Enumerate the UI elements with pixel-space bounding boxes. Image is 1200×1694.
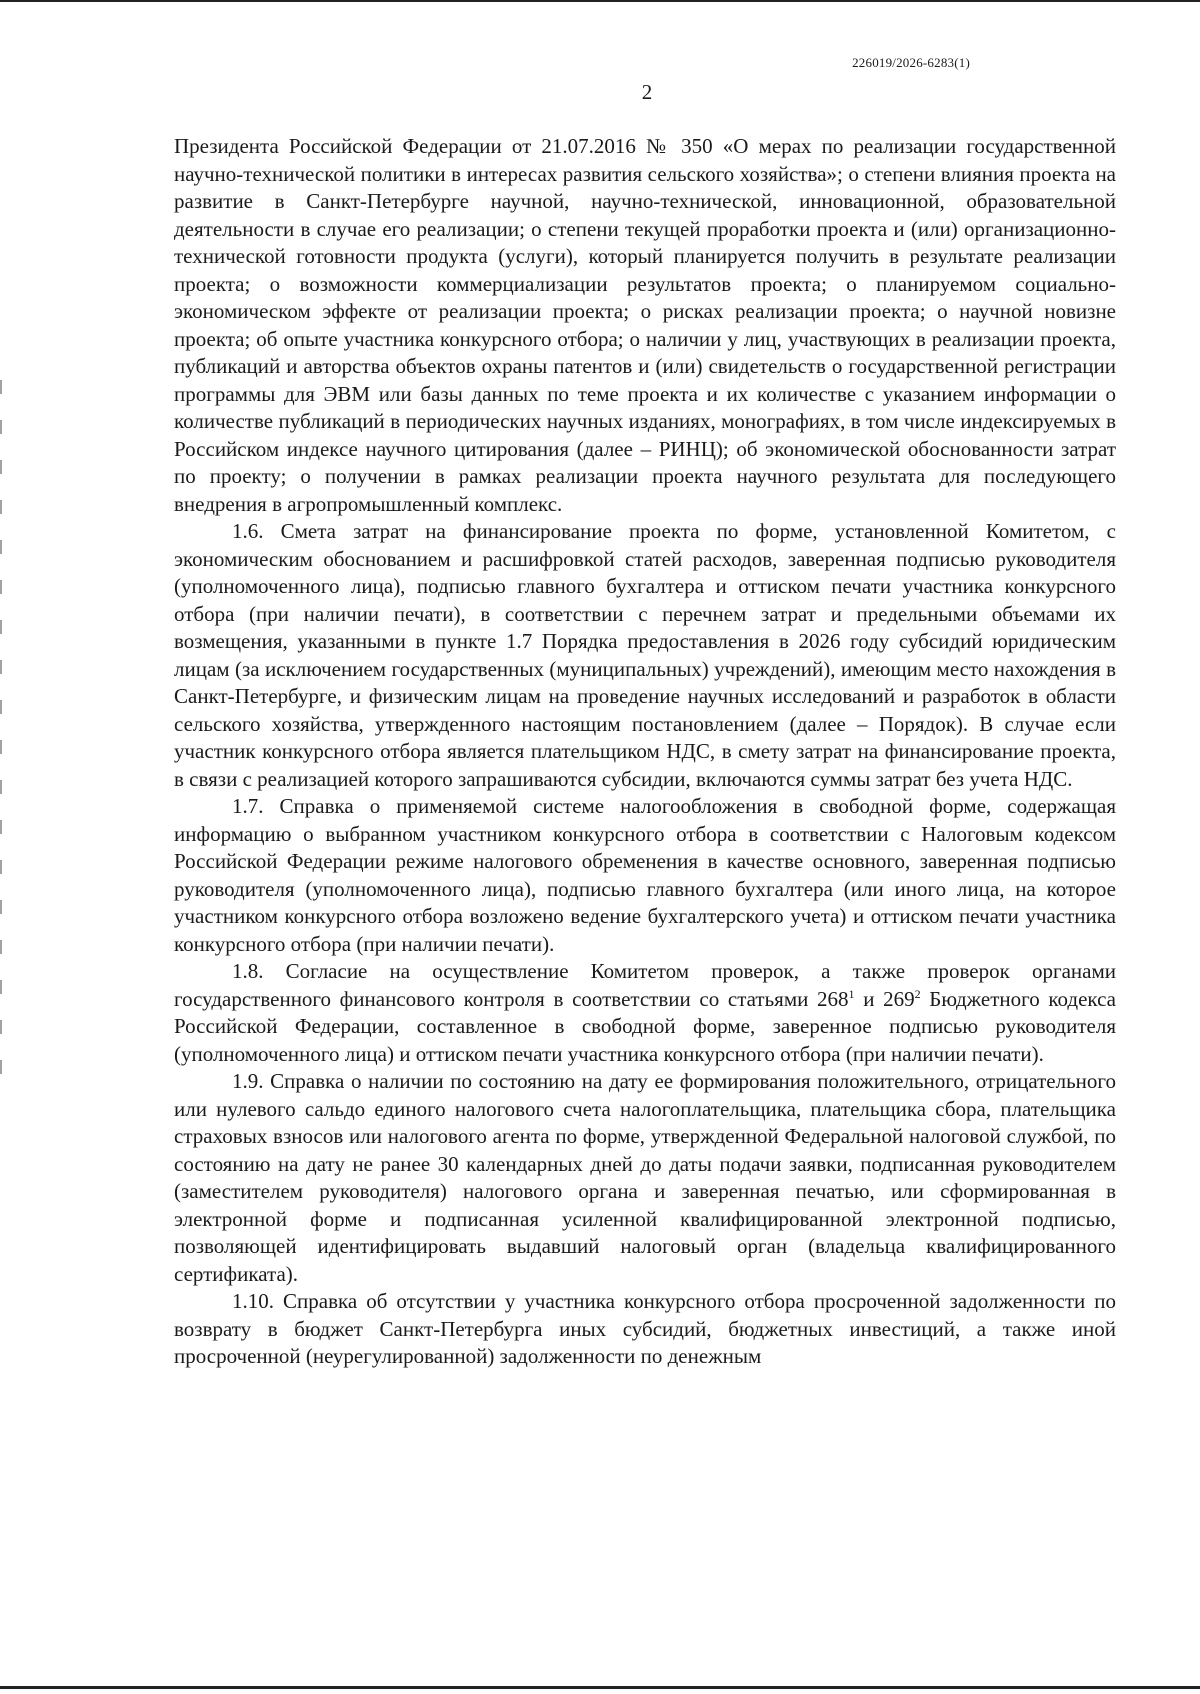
paragraph-1-7: 1.7. Справка о применяемой системе налогообложения в свободной форме, содержащая информацию о выбранном участником конкурсного отбора в соответствии с Налоговым кодексом Российской Федерации режиме налогового обременения в качестве основного, заверенная подписью руководителя (уполномоченного лица), подписью главного бухгалтера (или иного лица, на которое участником конкурсного отбора возложено ведение бухгалтерского учета) и оттиском печати участника конкурсного отбора (при наличии печати). <box>174 794 1116 956</box>
paragraph-1-8-text-b: и 269 <box>854 986 915 1011</box>
paragraph-1-9: 1.9. Справка о наличии по состоянию на дату ее формирования положительного, отрицательного или нулевого сальдо единого налогового счета налогоплательщика, плательщика сбора, плательщика страховых взносов или налогового агента по форме, утвержденной Федеральной налоговой службой, по состоянию на дату не ранее 30 календарных дней до даты подачи заявки, подписанная руководителем (заместителем руководителя) налогового органа и заверенная печатью, или сформированная в электронной форме и подписанная усиленной квалифицированной электронной подписью, позволяющей идентифицировать выдавший налоговый орган (владельца квалифицированного сертификата). <box>174 1069 1116 1286</box>
scan-edge-bottom <box>0 1686 1200 1689</box>
scan-edge-left <box>0 380 2 1080</box>
document-number: 226019/2026-6283(1) <box>852 55 970 70</box>
paragraph-1-6: 1.6. Смета затрат на финансирование проекта по форме, установленной Комитетом, с экономическим обоснованием и расшифровкой статей расходов, заверенная подписью руководителя (уполномоченного лица), подписью главного бухгалтера и оттиском печати участника конкурсного отбора (при наличии печати), в соответствии с перечнем затрат и предельными объемами их возмещения, указанными в пункте 1.7 Порядка предоставления в 2026 году субсидий юридическим лицам (за исключением государственных (муниципальных) учреждений), имеющим место нахождения в Санкт-Петербурге, и физическим лицам на проведение научных исследований и разработок в области сельского хозяйства, утвержденного настоящим постановлением (далее – Порядок). В случае если участник конкурсного отбора является плательщиком НДС, в смету затрат на финансирование проекта, в связи с реализацией которого запрашиваются субсидии, включаются суммы затрат без учета НДС. <box>174 519 1116 791</box>
paragraph-1-8-text-c: Бюджетного кодекса Российской Федерации, составленное в свободной форме, заверенное подписью руководителя (уполномоченного лица) и оттиском печати участника конкурсного отбора (при наличии печати). <box>174 986 1116 1066</box>
paragraph-1-8 <box>174 958 1116 1068</box>
paragraph-continuation: Президента Российской Федерации от 21.07.2016 № 350 «О мерах по реализации государственной научно-технической политики в интересах развития сельского хозяйства»; о степени влияния проекта на развитие в Санкт-Петербурге научной, научно-технической, инновационной, образовательной деятельности в случае его реализации; о степени текущей проработки проекта и (или) организационно-технической готовности продукта (услуги), который планируется получить в результате реализации проекта; о возможности коммерциализации результатов проекта; о планируемом социально-экономическом эффекте от реализации проекта; о рисках реализации проекта; о научной новизне проекта; об опыте участника конкурсного отбора; о наличии у лиц, участвующих в реализации проекта, публикаций и авторства объектов охраны патентов и (или) свидетельств о государственной регистрации программы для ЭВМ или базы данных по теме проекта и их количестве с указанием информации о количестве публикаций в периодических научных изданиях, монографиях, в том числе индексируемых в Российском индексе научного цитирования (далее – РИНЦ); об экономической обоснованности затрат по проекту; о получении в рамках реализации проекта научного результата для последующего внедрения в агропромышленный комплекс. <box>174 134 1116 516</box>
scan-edge-top <box>0 0 1200 2</box>
paragraph-1-10: 1.10. Справка об отсутствии у участника конкурсного отбора просроченной задолженности по возврату в бюджет Санкт-Петербурга иных субсидий, бюджетных инвестиций, а также иной просроченной (неурегулированной) задолженности по денежным <box>174 1289 1116 1368</box>
superscript-2: 2 <box>914 986 921 1001</box>
paragraph-1-8-text-a: 1.8. Согласие на осуществление Комитетом проверок, а также проверок органами государственного финансового контроля в соответствии со статьями 268 <box>174 959 1116 1011</box>
document-body <box>174 133 1116 1371</box>
page-number: 2 <box>641 80 653 104</box>
superscript-1: 1 <box>848 986 855 1001</box>
